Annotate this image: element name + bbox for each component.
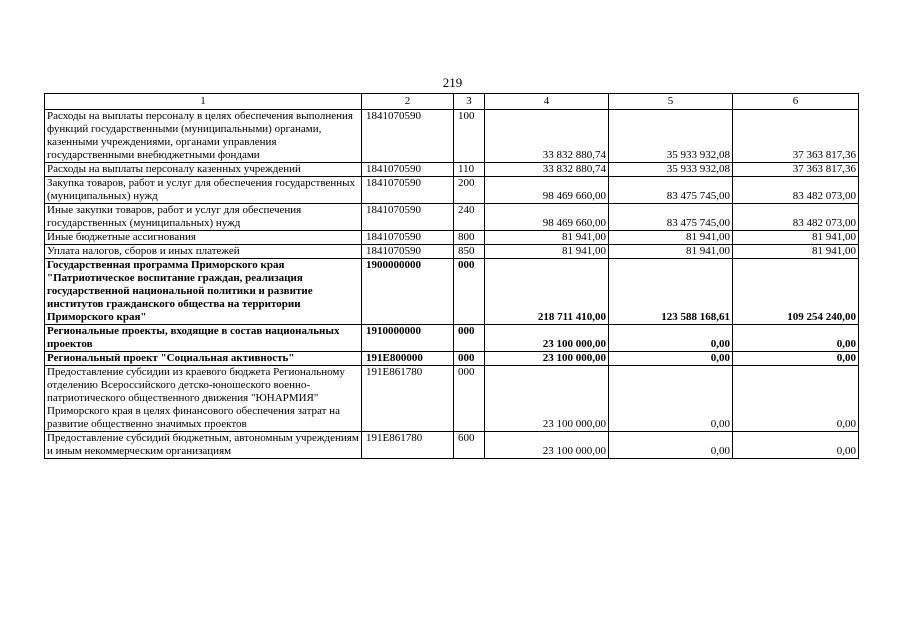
table-row	[45, 177, 859, 204]
table-body	[45, 110, 859, 459]
header-cell: 6	[733, 94, 859, 110]
row-type-cell: 200	[454, 177, 485, 204]
row-type-cell: 000	[454, 259, 485, 325]
row-value-2021-cell: 123 588 168,61	[609, 259, 733, 325]
row-code-cell: 1900000000	[362, 259, 454, 325]
row-name-cell: Государственная программа Приморского края "Патриотическое воспитание граждан, реализация государственной национальной политики и развитие институтов гражданского общества на территории Приморского края"	[45, 259, 362, 325]
budget-table	[44, 93, 859, 459]
row-value-2021-cell: 0,00	[609, 366, 733, 432]
table-row	[45, 432, 859, 459]
row-value-2022-cell: 0,00	[733, 325, 859, 352]
header-cell: 5	[609, 94, 733, 110]
row-value-2020-cell: 98 469 660,00	[485, 177, 609, 204]
table-row	[45, 245, 859, 259]
row-code-cell: 1841070590	[362, 110, 454, 163]
row-name-cell: Предоставление субсидий бюджетным, автономным учреждениям и иным некоммерческим организациям	[45, 432, 362, 459]
row-name-cell: Иные закупки товаров, работ и услуг для обеспечения государственных (муниципальных) нужд	[45, 204, 362, 231]
row-value-2020-cell: 218 711 410,00	[485, 259, 609, 325]
table-row	[45, 259, 859, 325]
row-code-cell: 1841070590	[362, 245, 454, 259]
row-type-cell: 800	[454, 231, 485, 245]
row-name-cell: Региональный проект "Социальная активность"	[45, 352, 362, 366]
row-name-cell: Расходы на выплаты персоналу казенных учреждений	[45, 163, 362, 177]
table-row	[45, 231, 859, 245]
row-code-cell: 191E861780	[362, 366, 454, 432]
row-type-cell: 850	[454, 245, 485, 259]
header-cell: 4	[485, 94, 609, 110]
row-code-cell: 1910000000	[362, 325, 454, 352]
row-value-2022-cell: 81 941,00	[733, 231, 859, 245]
row-name-cell: Региональные проекты, входящие в состав национальных проектов	[45, 325, 362, 352]
row-code-cell: 1841070590	[362, 231, 454, 245]
row-value-2022-cell: 0,00	[733, 352, 859, 366]
header-cell: 2	[362, 94, 454, 110]
row-code-cell: 191E861780	[362, 432, 454, 459]
table-row	[45, 204, 859, 231]
row-value-2022-cell: 83 482 073,00	[733, 204, 859, 231]
row-type-cell: 000	[454, 366, 485, 432]
row-value-2020-cell: 81 941,00	[485, 245, 609, 259]
row-value-2021-cell: 81 941,00	[609, 231, 733, 245]
table-row	[45, 366, 859, 432]
header-row	[45, 94, 859, 110]
row-value-2022-cell: 37 363 817,36	[733, 163, 859, 177]
row-code-cell: 1841070590	[362, 163, 454, 177]
row-value-2020-cell: 33 832 880,74	[485, 110, 609, 163]
row-name-cell: Иные бюджетные ассигнования	[45, 231, 362, 245]
row-value-2022-cell: 81 941,00	[733, 245, 859, 259]
table-row	[45, 110, 859, 163]
row-value-2021-cell: 35 933 932,08	[609, 110, 733, 163]
header-cell: 1	[45, 94, 362, 110]
row-value-2021-cell: 0,00	[609, 325, 733, 352]
row-value-2021-cell: 81 941,00	[609, 245, 733, 259]
row-value-2022-cell: 83 482 073,00	[733, 177, 859, 204]
row-code-cell: 1841070590	[362, 204, 454, 231]
row-value-2020-cell: 33 832 880,74	[485, 163, 609, 177]
row-value-2021-cell: 0,00	[609, 352, 733, 366]
row-name-cell: Предоставление субсидии из краевого бюджета Региональному отделению Всероссийского детско-юношеского военно-патриотического общественного движения "ЮНАРМИЯ" Приморского края в целях финансового обеспечения затрат на развитие общественно значимых проектов	[45, 366, 362, 432]
row-value-2020-cell: 23 100 000,00	[485, 366, 609, 432]
row-value-2020-cell: 81 941,00	[485, 231, 609, 245]
row-value-2021-cell: 0,00	[609, 432, 733, 459]
header-cell: 3	[454, 94, 485, 110]
row-type-cell: 110	[454, 163, 485, 177]
row-value-2020-cell: 23 100 000,00	[485, 325, 609, 352]
row-value-2021-cell: 83 475 745,00	[609, 204, 733, 231]
row-value-2022-cell: 109 254 240,00	[733, 259, 859, 325]
row-value-2020-cell: 23 100 000,00	[485, 432, 609, 459]
row-type-cell: 000	[454, 325, 485, 352]
row-name-cell: Закупка товаров, работ и услуг для обеспечения государственных (муниципальных) нужд	[45, 177, 362, 204]
row-name-cell: Расходы на выплаты персоналу в целях обеспечения выполнения функций государственными (муниципальными) органами, казенными учреждениями, органами управления государственными внебюджетными фондами	[45, 110, 362, 163]
row-code-cell: 1841070590	[362, 177, 454, 204]
row-type-cell: 240	[454, 204, 485, 231]
row-type-cell: 600	[454, 432, 485, 459]
row-value-2020-cell: 98 469 660,00	[485, 204, 609, 231]
row-value-2021-cell: 35 933 932,08	[609, 163, 733, 177]
table-row	[45, 325, 859, 352]
row-value-2020-cell: 23 100 000,00	[485, 352, 609, 366]
row-value-2021-cell: 83 475 745,00	[609, 177, 733, 204]
table-row	[45, 352, 859, 366]
row-name-cell: Уплата налогов, сборов и иных платежей	[45, 245, 362, 259]
row-value-2022-cell: 0,00	[733, 432, 859, 459]
row-value-2022-cell: 0,00	[733, 366, 859, 432]
page-number: 219	[442, 75, 463, 90]
row-value-2022-cell: 37 363 817,36	[733, 110, 859, 163]
row-type-cell: 100	[454, 110, 485, 163]
row-type-cell: 000	[454, 352, 485, 366]
row-code-cell: 191E800000	[362, 352, 454, 366]
table-row	[45, 163, 859, 177]
